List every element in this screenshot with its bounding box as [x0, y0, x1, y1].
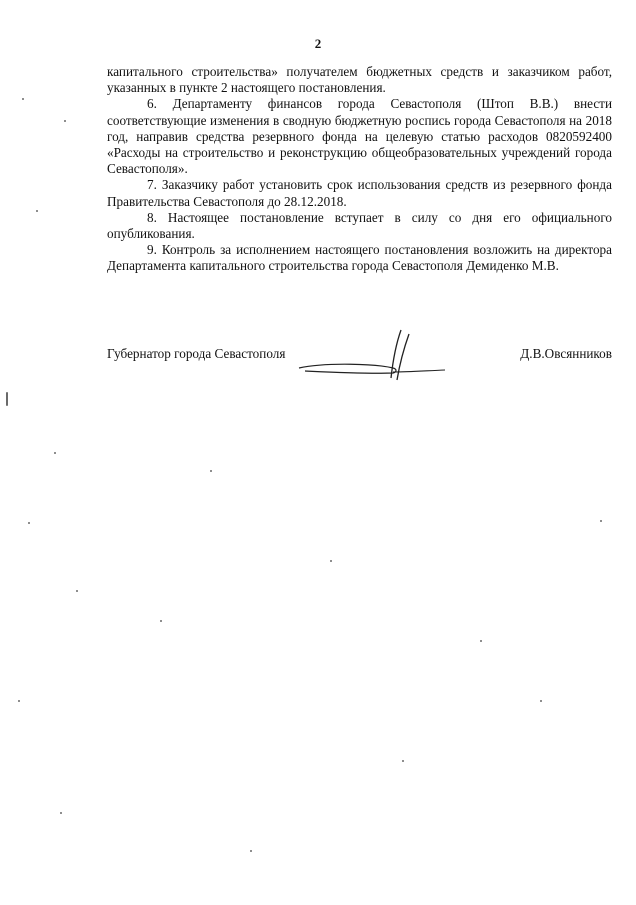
scan-speck: [540, 700, 542, 702]
paragraph-continuation: капитального строительства» получателем бюджетных средств и заказчиком работ, указанных в пункте 2 настоящего постановления.: [107, 64, 612, 96]
scan-speck: [36, 210, 38, 212]
scan-speck: [250, 850, 252, 852]
scan-speck: [6, 392, 8, 406]
scan-speck: [28, 522, 30, 524]
scan-speck: [54, 452, 56, 454]
scan-speck: [402, 760, 404, 762]
paragraph-item-8: 8. Настоящее постановление вступает в силу со дня его официального опубликования.: [107, 209, 612, 242]
paragraph-item-7: 7. Заказчику работ установить срок использования средств из резервного фонда Правительства Севастополя до 28.12.2018.: [107, 177, 612, 209]
paragraph-item-9: 9. Контроль за исполнением настоящего постановления возложить на директора Департамента капитального строительства города Севастополя Демиденко М.В.: [107, 242, 612, 274]
signer-title: Губернатор города Севастополя: [107, 346, 286, 361]
handwritten-signature: [297, 328, 447, 384]
scan-speck: [22, 98, 24, 100]
scan-speck: [480, 640, 482, 642]
body-text: [107, 64, 612, 275]
scan-speck: [60, 812, 62, 814]
page-number: 2: [314, 36, 322, 51]
scan-speck: [160, 620, 162, 622]
scan-speck: [210, 470, 212, 472]
scan-speck: [18, 700, 20, 702]
scan-speck: [64, 120, 66, 122]
paragraph-item-6: 6. Департаменту финансов города Севастополя (Штоп В.В.) внести соответствующие изменения в сводную бюджетную роспись города Севастополя на 2018 год, направив средства резервного фонда на целевую статью расходов 0820592400 «Расходы на строительство и реконструкцию общеобразовательных учреждений города Севастополя».: [107, 96, 612, 177]
scan-speck: [76, 590, 78, 592]
scan-speck: [330, 560, 332, 562]
signer-name: Д.В.Овсянников: [520, 346, 612, 361]
scan-speck: [600, 520, 602, 522]
